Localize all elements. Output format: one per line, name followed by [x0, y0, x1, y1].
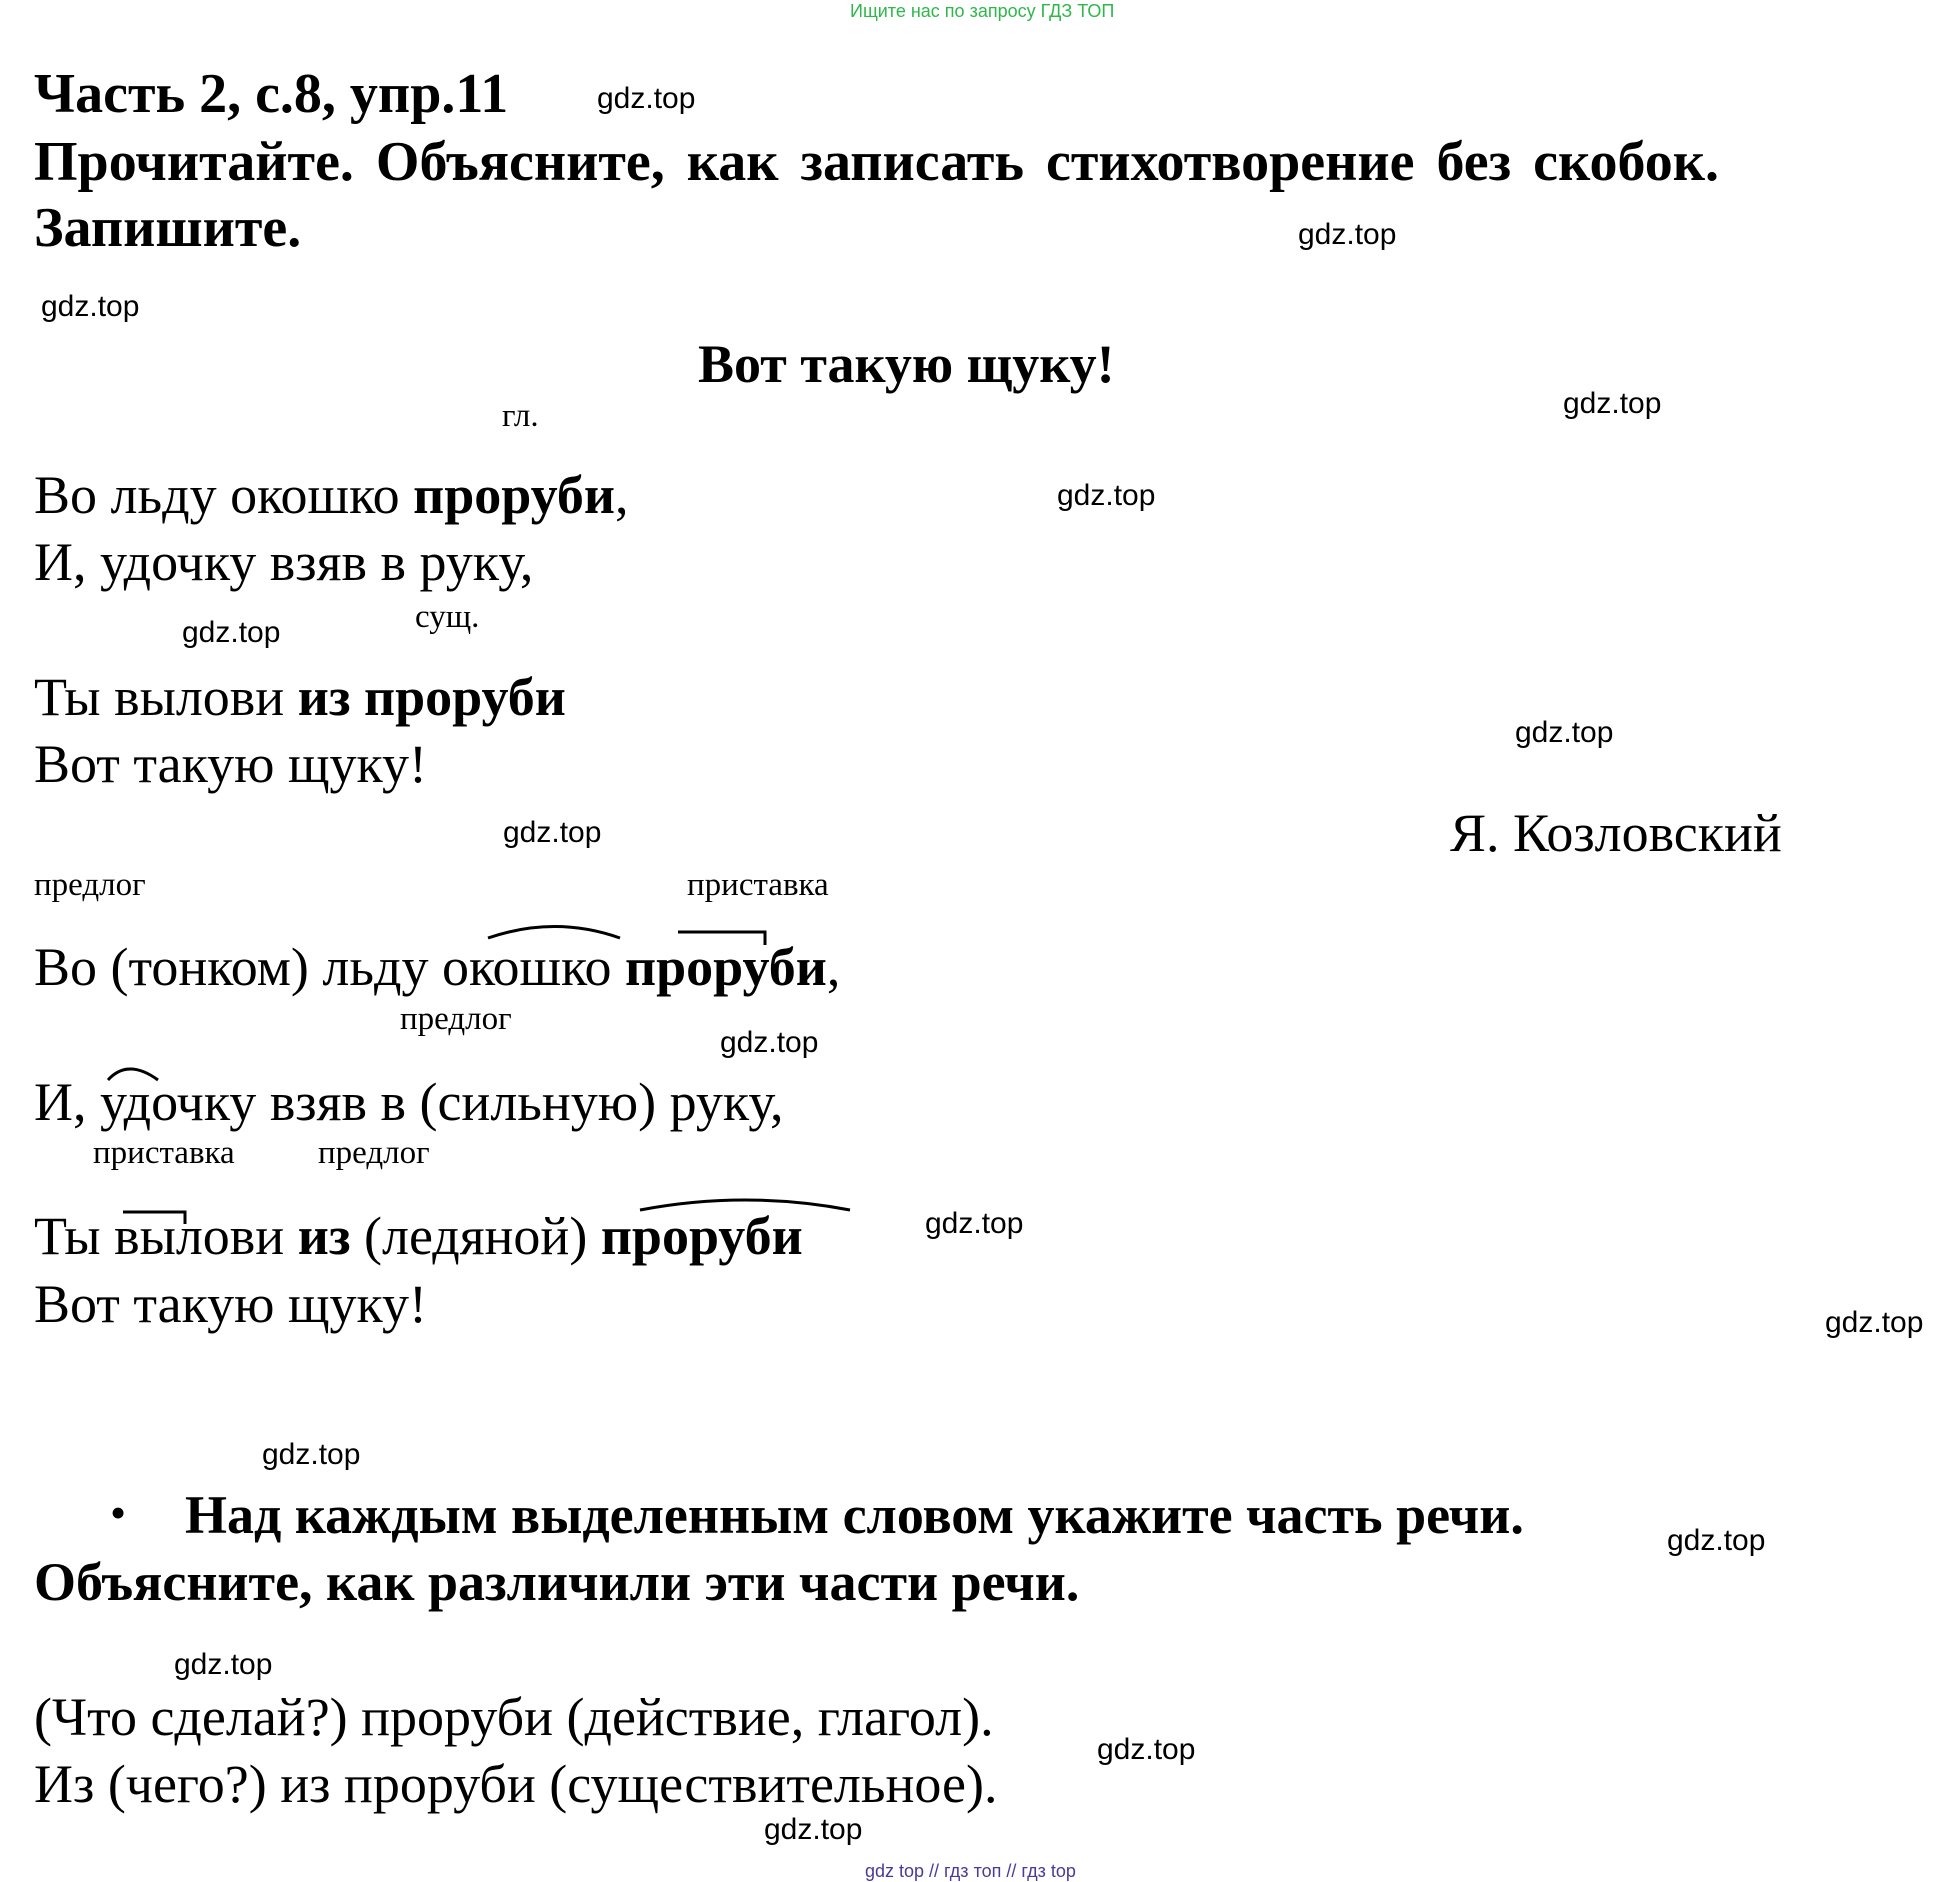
task-line-1: Прочитайте. Объясните, как записать стихотворение без скобок.: [34, 131, 1720, 193]
text: Во льду окошко: [34, 465, 414, 525]
watermark: gdz.top: [597, 82, 696, 115]
text: ,: [615, 465, 629, 525]
label-pristavka: приставка: [93, 1135, 235, 1171]
label-sush: сущ.: [415, 599, 480, 635]
watermark: gdz.top: [182, 616, 281, 649]
analysis-line-4: Вот такую щуку!: [34, 1274, 427, 1334]
poem-line-4: Вот такую щуку!: [34, 734, 427, 794]
text: лови: [175, 1206, 298, 1266]
bullet: •: [110, 1487, 127, 1538]
text: взяв в (сильную) руку,: [256, 1072, 784, 1132]
root-word: удочку: [100, 1072, 257, 1132]
text: Во (тонком) льду: [34, 937, 442, 997]
watermark: gdz.top: [1097, 1733, 1196, 1766]
text: И,: [34, 1072, 100, 1132]
watermark: gdz.top: [174, 1648, 273, 1681]
prefix: вы: [114, 1206, 176, 1266]
task-line-2: Запишите.: [34, 197, 302, 259]
watermark: gdz.top: [1057, 479, 1156, 512]
answer-line-1: (Что сделай?) проруби (действие, глагол).: [34, 1687, 994, 1747]
watermark: gdz.top: [503, 816, 602, 849]
bold-word: проруби: [600, 1206, 803, 1266]
root-arc: [640, 1200, 850, 1210]
watermark: gdz.top: [1825, 1306, 1924, 1339]
watermark: gdz.top: [764, 1813, 863, 1846]
watermark: gdz.top: [1563, 387, 1662, 420]
answer-line-2: Из (чего?) из проруби (существительное).: [34, 1754, 998, 1814]
watermark: gdz.top: [41, 290, 140, 323]
poem-line-2: И, удочку взяв в руку,: [34, 532, 534, 592]
top-note: Ищите нас по запросу ГДЗ ТОП: [850, 1, 1115, 21]
watermark: gdz.top: [1515, 716, 1614, 749]
root-arc: [488, 927, 620, 939]
watermark: gdz.top: [262, 1438, 361, 1471]
bottom-note: gdz top // гдз топ // гдз top: [865, 1861, 1076, 1881]
root-word: окошко: [441, 937, 612, 997]
label-predlog: предлог: [34, 867, 146, 903]
watermark: gdz.top: [925, 1207, 1024, 1240]
bold-word: из: [297, 1206, 351, 1266]
bold-word: из проруби: [297, 667, 566, 727]
bold-word: проруби: [413, 465, 616, 525]
bold-word: проруби: [625, 937, 827, 997]
prefix-bracket: [678, 932, 765, 945]
task2-line-1: Над каждым выделенным словом укажите часть речи.: [185, 1485, 1524, 1545]
watermark: gdz.top: [1667, 1524, 1766, 1557]
poem-author: Я. Козловский: [1450, 803, 1782, 863]
text: Ты вылови: [34, 667, 298, 727]
label-predlog: предлог: [318, 1135, 430, 1171]
label-pristavka: приставка: [687, 867, 829, 903]
text: ,: [826, 937, 841, 997]
text: (ледяной): [350, 1206, 601, 1266]
watermark: gdz.top: [720, 1026, 819, 1059]
label-predlog: предлог: [400, 1001, 512, 1037]
prefix-bracket: [123, 1212, 185, 1224]
poem-title: Вот такую щуку!: [698, 334, 1115, 394]
root-arc: [108, 1069, 158, 1080]
task2-line-2: Объясните, как различили эти части речи.: [34, 1552, 1080, 1612]
page-title: Часть 2, с.8, упр.11: [34, 63, 509, 125]
watermark: gdz.top: [1298, 218, 1397, 251]
label-gl: гл.: [502, 398, 539, 434]
text: Ты: [34, 1206, 115, 1266]
